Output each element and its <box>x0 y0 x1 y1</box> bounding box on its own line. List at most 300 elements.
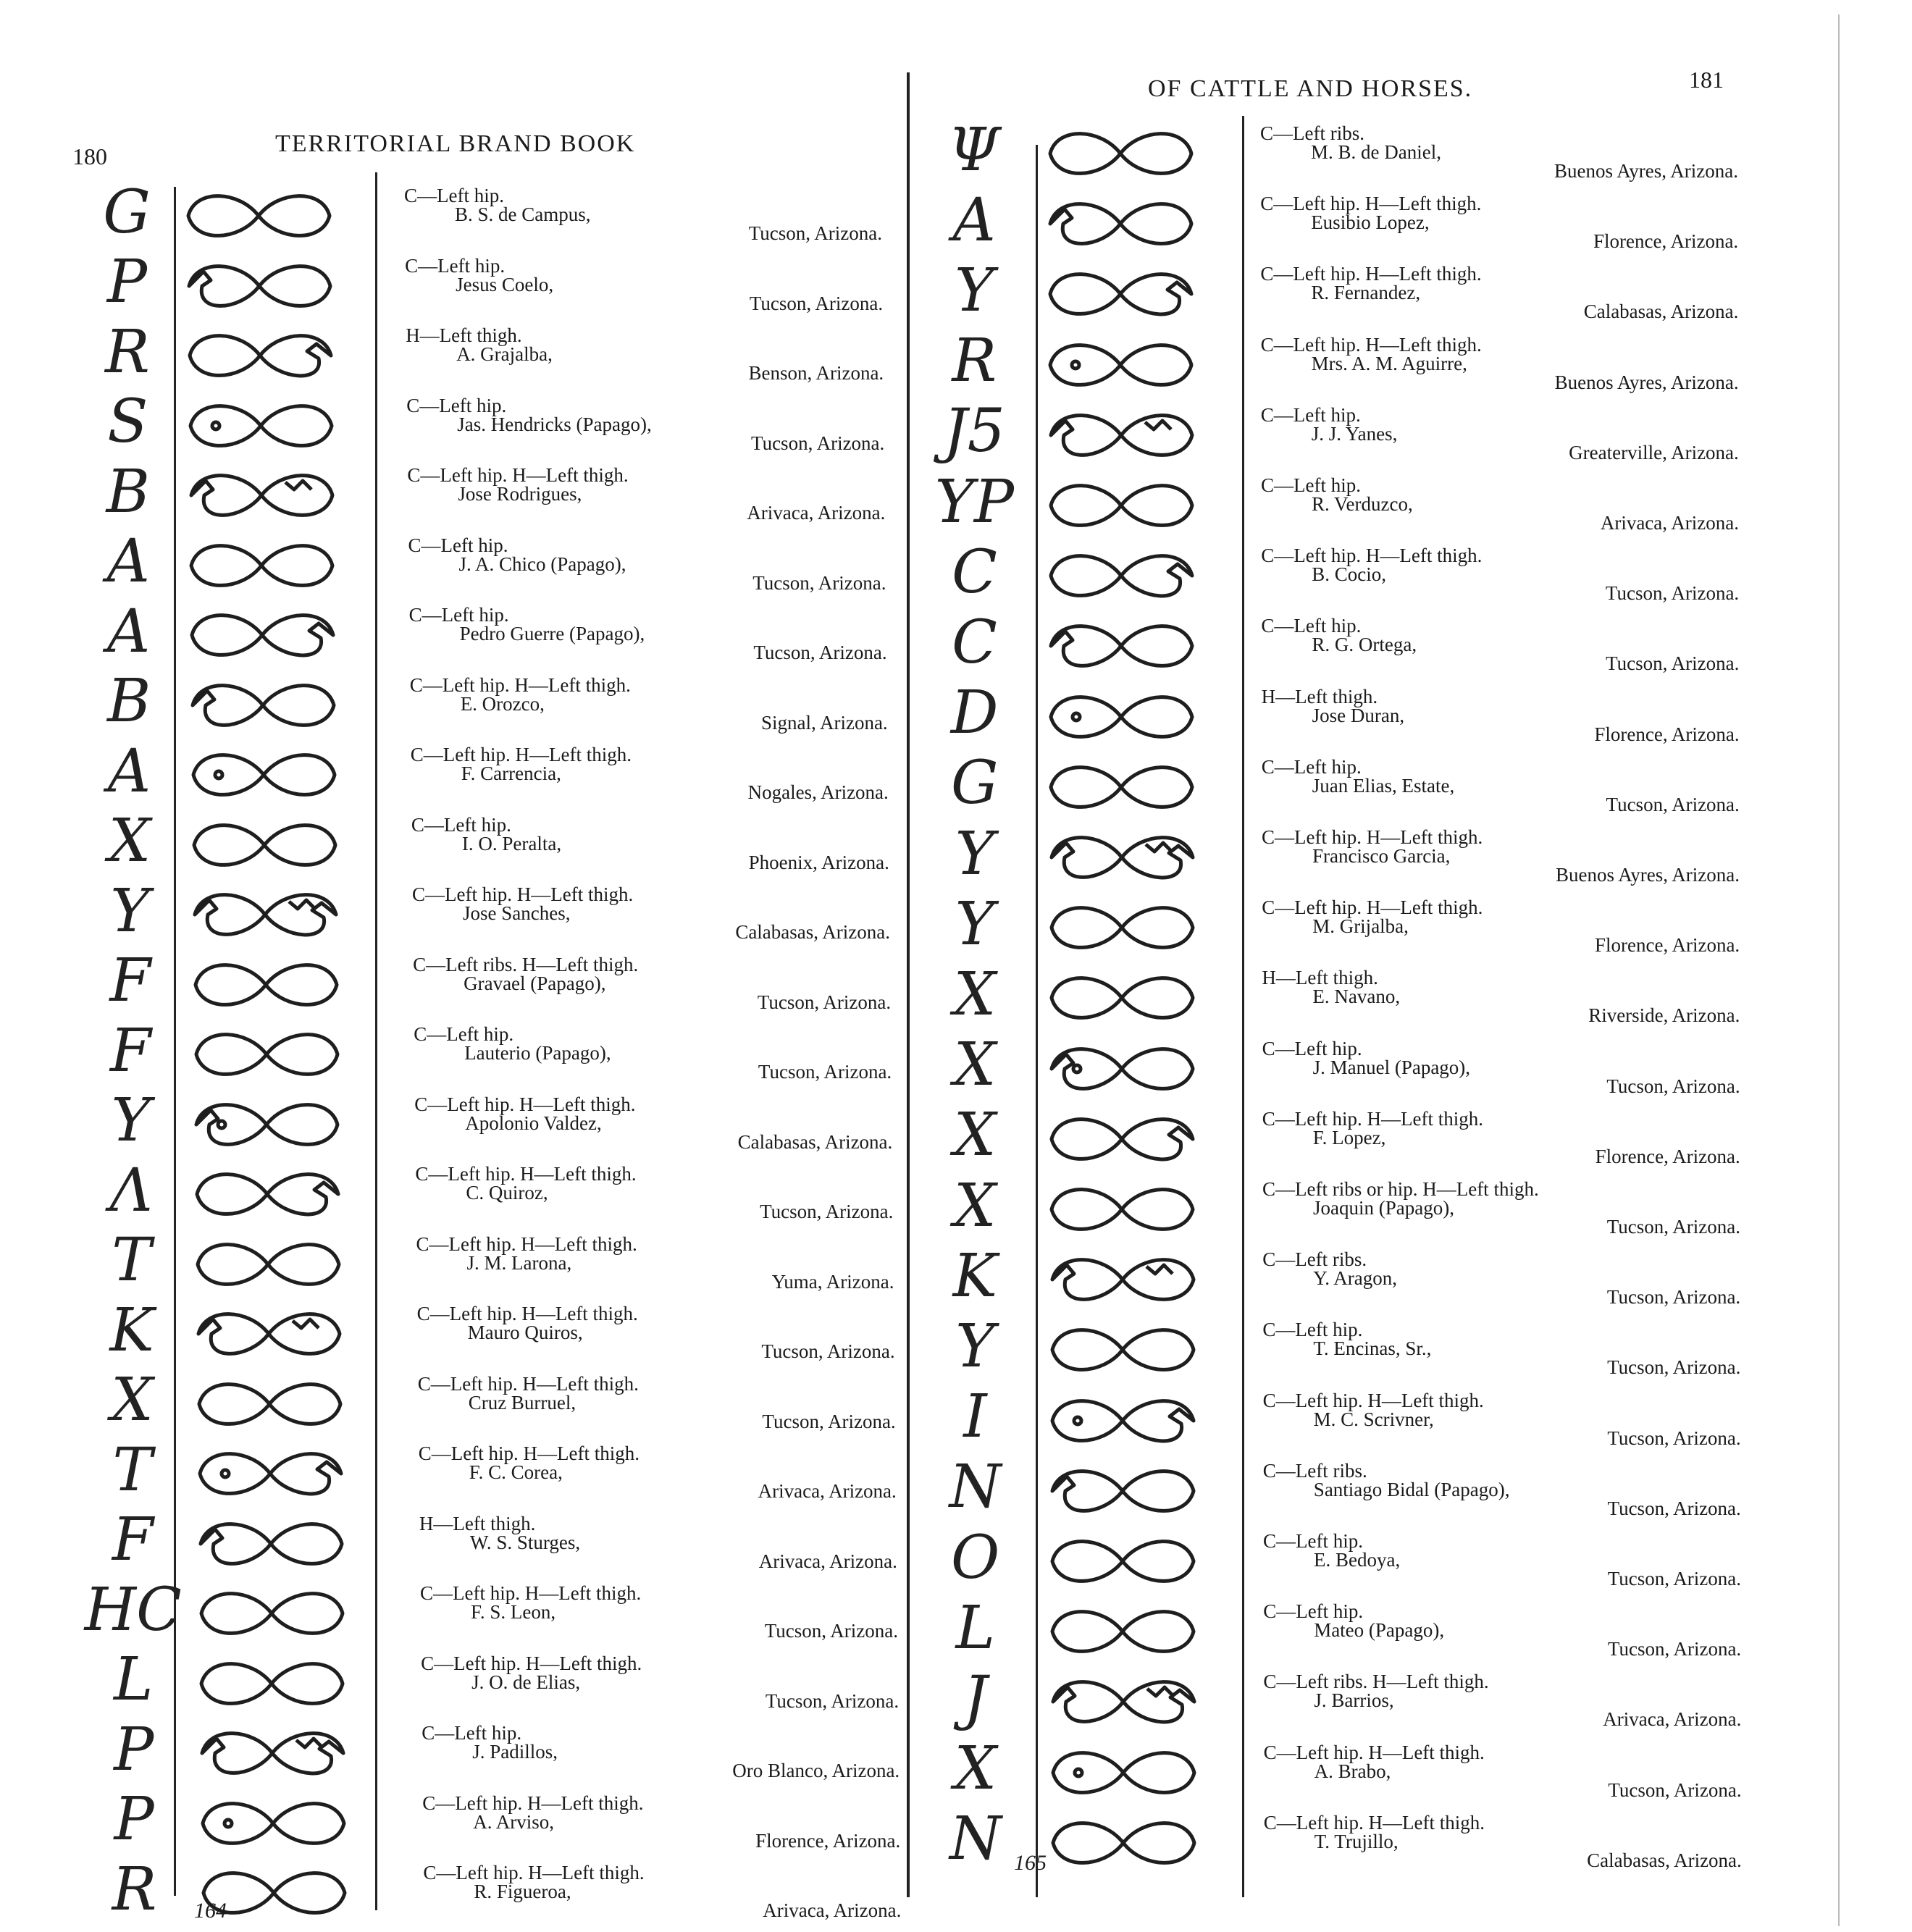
brand-symbol: C <box>952 537 997 607</box>
owner-name: A. Brabo, <box>1314 1760 1391 1782</box>
owner-address: Buenos Ayres, Arizona. <box>1554 160 1738 182</box>
brand-location: C—Left hip. H—Left thigh. <box>418 1442 640 1464</box>
owner-name: A. Arviso, <box>473 1810 555 1833</box>
brand-symbol: D <box>950 679 999 748</box>
brand-entry <box>1262 967 1740 1037</box>
brand-symbol: X <box>108 807 151 875</box>
owner-address: Tucson, Arizona. <box>753 642 887 663</box>
owner-name: R. Fernandez, <box>1311 282 1421 304</box>
owner-name: C. Quiroz, <box>466 1182 548 1204</box>
brand-location: C—Left ribs or hip. H—Left thigh. <box>1262 1178 1539 1200</box>
ear-mark-drawing <box>191 1305 347 1363</box>
owner-address: Tucson, Arizona. <box>1607 1638 1742 1660</box>
owner-address: Tucson, Arizona. <box>1606 793 1740 815</box>
brand-symbol: N <box>949 1805 1002 1874</box>
brand-entry <box>406 325 884 395</box>
brand-entry <box>415 1164 893 1233</box>
brand-location: C—Left hip. <box>1263 1600 1364 1623</box>
brand-location: C—Left hip. H—Left thigh. <box>1263 1741 1485 1763</box>
ear-mark-drawing <box>1045 1251 1201 1309</box>
brand-location: C—Left hip. H—Left thigh. <box>417 1372 639 1395</box>
owner-name: B. Cocio, <box>1312 563 1386 586</box>
owner-address: Phoenix, Arizona. <box>748 851 889 873</box>
ear-mark-drawing <box>1044 406 1199 464</box>
brand-symbol: Y <box>110 876 150 946</box>
owner-address: Riverside, Arizona. <box>1588 1004 1740 1027</box>
brand-symbol: K <box>109 1295 154 1365</box>
owner-name: Jose Duran, <box>1312 704 1405 726</box>
owner-name: F. C. Corea, <box>469 1461 563 1483</box>
ear-mark-drawing <box>1044 969 1200 1027</box>
brand-symbol: R <box>952 327 997 396</box>
brand-entry <box>1263 1461 1741 1530</box>
left-page <box>0 0 920 1929</box>
ear-mark-drawing <box>188 886 343 944</box>
ear-mark-drawing <box>184 466 340 524</box>
owner-address: Florence, Arizona. <box>1594 723 1740 745</box>
brand-location: C—Left ribs. <box>1260 122 1364 144</box>
owner-address: Calabasas, Arizona. <box>1587 1849 1742 1871</box>
brand-symbol: S <box>107 387 148 456</box>
brand-location: C—Left hip. H—Left thigh. <box>414 1093 636 1115</box>
owner-name: Mateo (Papago), <box>1314 1619 1445 1642</box>
owner-name: F. Carrencia, <box>461 763 561 784</box>
brand-location: C—Left hip. <box>405 254 506 277</box>
running-head: OF CATTLE AND HORSES. <box>1148 75 1473 102</box>
brand-location: C—Left hip. <box>408 534 508 556</box>
ear-mark-drawing <box>194 1584 350 1642</box>
brand-location: C—Left hip. H—Left thigh. <box>1262 1107 1483 1130</box>
brand-entry <box>407 465 885 534</box>
brand-symbol: Y <box>955 1311 995 1381</box>
owner-name: Jose Sanches, <box>463 902 571 924</box>
owner-name: W. S. Sturges, <box>469 1531 581 1553</box>
ear-mark-drawing <box>1045 1532 1201 1590</box>
owner-address: Arivaca, Arizona. <box>763 1899 902 1921</box>
ear-mark-drawing <box>185 606 340 664</box>
brand-location: C—Left hip. <box>414 1023 514 1045</box>
brand-location: C—Left hip. <box>1260 403 1361 426</box>
brand-symbol: J5 <box>943 397 1005 466</box>
brand-location: C—Left hip. H—Left thigh. <box>416 1232 637 1255</box>
brand-entry <box>419 1443 897 1513</box>
brand-entry <box>1263 1601 1741 1671</box>
brand-entry <box>406 395 884 465</box>
owner-address: Arivaca, Arizona. <box>1600 512 1739 534</box>
owner-name: E. Navano, <box>1312 986 1401 1008</box>
brand-entry <box>1262 1109 1740 1178</box>
owner-name: E. Bedoya, <box>1314 1549 1401 1571</box>
page-number: 180 <box>72 143 107 169</box>
brand-location: C—Left hip. <box>408 604 509 626</box>
ear-mark-drawing <box>190 1235 346 1293</box>
owner-name: Pedro Guerre (Papago), <box>459 623 645 644</box>
ear-mark-drawing <box>1043 125 1199 182</box>
owner-address: Arivaca, Arizona. <box>1603 1708 1742 1731</box>
brand-location: C—Left hip. H—Left thigh. <box>415 1163 637 1185</box>
owner-address: Oro Blanco, Arizona. <box>732 1760 900 1781</box>
ear-mark-drawing <box>189 1025 345 1083</box>
owner-address: Florence, Arizona. <box>1595 1145 1740 1167</box>
brand-symbol: P <box>106 248 148 316</box>
brand-entry <box>1262 1249 1740 1319</box>
brand-symbol: L <box>114 1645 154 1714</box>
owner-address: Tucson, Arizona. <box>1605 582 1740 605</box>
owner-address: Tucson, Arizona. <box>748 222 882 244</box>
brand-entry <box>1261 335 1739 404</box>
brand-entry <box>418 1374 896 1443</box>
owner-name: Jose Rodrigues, <box>458 483 582 505</box>
owner-address: Tucson, Arizona. <box>1606 652 1740 675</box>
brand-location: C—Left ribs. H—Left thigh. <box>413 953 639 975</box>
brand-location: C—Left hip. H—Left thigh. <box>416 1303 638 1324</box>
brand-entry <box>1264 1813 1742 1882</box>
ear-mark-drawing <box>1044 476 1199 534</box>
owner-address: Arivaca, Arizona. <box>758 1480 897 1502</box>
brand-location: C—Left hip. H—Left thigh. <box>1261 545 1483 567</box>
ear-mark-drawing <box>1046 1744 1202 1802</box>
owner-address: Tucson, Arizona. <box>757 991 892 1013</box>
brand-symbol: YP <box>934 467 1015 537</box>
owner-name: F. S. Leon, <box>471 1601 556 1623</box>
brand-location: C—Left hip. <box>404 185 504 206</box>
ear-mark-drawing <box>1045 1392 1201 1450</box>
brand-symbol: G <box>950 749 999 818</box>
column-divider <box>375 172 377 1910</box>
brand-entry <box>1260 123 1738 193</box>
owner-address: Tucson, Arizona. <box>764 1620 898 1642</box>
brand-location: C—Left hip. H—Left thigh. <box>1262 896 1483 919</box>
owner-name: Jesus Coelo, <box>456 273 554 295</box>
brand-symbol: HC <box>84 1575 182 1645</box>
brand-entry <box>404 185 882 255</box>
ear-mark-drawing <box>186 746 342 804</box>
ear-mark-drawing <box>1044 899 1200 957</box>
right-page <box>920 0 1912 1929</box>
brand-location: C—Left hip. H—Left thigh. <box>410 744 632 765</box>
brand-symbol: B <box>106 457 150 526</box>
brand-divider <box>1036 145 1038 1897</box>
owner-name: Mauro Quiros, <box>467 1322 583 1343</box>
ear-mark-drawing <box>187 816 343 874</box>
brand-symbol: L <box>955 1593 995 1663</box>
brand-entry <box>408 535 886 605</box>
brand-entry <box>405 256 883 325</box>
owner-address: Tucson, Arizona. <box>758 1061 892 1083</box>
ear-mark-drawing <box>1044 617 1199 675</box>
brand-location: C—Left ribs. H—Left thigh. <box>1263 1671 1489 1693</box>
brand-entry <box>1262 1179 1740 1248</box>
ear-mark-drawing <box>1044 547 1199 605</box>
brand-entry <box>1264 1742 1742 1812</box>
owner-name: Apolonio Valdez, <box>465 1112 602 1134</box>
owner-address: Buenos Ayres, Arizona. <box>1556 864 1740 886</box>
brand-symbol: T <box>112 1226 151 1295</box>
brand-entry <box>1260 264 1738 333</box>
brand-entry <box>1262 757 1740 826</box>
brand-location: C—Left hip. H—Left thigh. <box>1260 333 1482 356</box>
owner-name: R. Verduzco, <box>1312 493 1413 515</box>
brand-symbol: F <box>112 1505 154 1574</box>
brand-location: H—Left thigh. <box>419 1512 536 1534</box>
brand-entry <box>1263 1671 1741 1741</box>
brand-location: C—Left hip. <box>406 394 507 416</box>
owner-name: I. O. Peralta, <box>461 832 562 854</box>
owner-address: Arivaca, Arizona. <box>747 502 886 524</box>
page-number: 181 <box>1689 67 1724 93</box>
brand-entry <box>413 954 891 1024</box>
ear-mark-drawing <box>1044 828 1200 886</box>
owner-name: Gravael (Papago), <box>464 972 606 994</box>
owner-address: Tucson, Arizona. <box>1606 1075 1740 1097</box>
brand-entry <box>411 815 889 884</box>
brand-entry <box>1262 897 1740 967</box>
brand-symbol: X <box>954 1734 997 1804</box>
ear-mark-drawing <box>195 1724 351 1782</box>
brand-location: H—Left thigh. <box>1262 967 1378 989</box>
owner-address: Nogales, Arizona. <box>747 781 889 803</box>
owner-address: Tucson, Arizona. <box>749 292 884 314</box>
ear-mark-drawing <box>193 1515 349 1573</box>
brand-symbol: X <box>953 1030 997 1100</box>
owner-name: J. Padillos, <box>472 1741 558 1763</box>
owner-address: Tucson, Arizona. <box>751 432 885 454</box>
owner-name: Santiago Bidal (Papago), <box>1313 1478 1510 1500</box>
owner-name: Francisco Garcia, <box>1312 845 1451 867</box>
brand-location: C—Left hip. <box>1261 474 1361 496</box>
owner-address: Greaterville, Arizona. <box>1569 441 1739 463</box>
owner-name: J. M. Larona, <box>466 1251 572 1274</box>
brand-symbol: X <box>953 1101 997 1170</box>
brand-entry <box>422 1723 900 1792</box>
brand-symbol: R <box>105 317 150 387</box>
brand-symbol: A <box>107 597 151 666</box>
owner-address: Tucson, Arizona. <box>1607 1568 1741 1589</box>
owner-address: Benson, Arizona. <box>748 362 884 384</box>
brand-entry <box>1261 475 1739 545</box>
brand-location: C—Left hip. H—Left thigh. <box>422 1792 644 1814</box>
ear-mark-drawing <box>184 537 340 595</box>
owner-address: Tucson, Arizona. <box>1608 1778 1742 1801</box>
owner-name: Eusibio Lopez, <box>1311 211 1430 234</box>
brand-location: H—Left thigh. <box>1261 685 1378 707</box>
owner-address: Tucson, Arizona. <box>761 1340 895 1362</box>
owner-address: Tucson, Arizona. <box>760 1201 894 1222</box>
owner-address: Tucson, Arizona. <box>1607 1427 1741 1449</box>
owner-address: Signal, Arizona. <box>760 711 888 734</box>
owner-name: F. Lopez, <box>1312 1126 1386 1148</box>
owner-address: Buenos Ayres, Arizona. <box>1554 371 1739 393</box>
owner-address: Tucson, Arizona. <box>1606 1216 1740 1238</box>
owner-name: Cruz Burruel, <box>468 1391 576 1414</box>
page-edge <box>1838 14 1840 1926</box>
brand-symbol: N <box>949 1453 1002 1522</box>
brand-location: C—Left hip. <box>422 1722 522 1744</box>
owner-address: Florence, Arizona. <box>755 1829 901 1852</box>
brand-location: C—Left hip. H—Left thigh. <box>1260 263 1482 285</box>
brand-entry <box>410 675 888 744</box>
brand-symbol: A <box>107 736 151 806</box>
ear-mark-drawing <box>196 1794 351 1852</box>
owner-name: J. J. Yanes, <box>1311 422 1398 445</box>
ear-mark-drawing <box>1044 758 1199 816</box>
brand-location: C—Left hip. H—Left thigh. <box>412 883 634 905</box>
ear-mark-drawing <box>1045 1462 1201 1520</box>
brand-symbol: B <box>106 667 151 736</box>
brand-symbol: J <box>963 1663 988 1733</box>
brand-symbol: Y <box>111 1086 151 1155</box>
owner-name: T. Trujillo, <box>1314 1830 1399 1852</box>
brand-symbol: F <box>109 1016 151 1085</box>
owner-address: Florence, Arizona. <box>1593 230 1739 253</box>
brand-entry <box>1261 545 1739 615</box>
brand-entry <box>412 884 890 954</box>
brand-entry <box>1261 616 1739 685</box>
owner-name: Juan Elias, Estate, <box>1312 774 1455 797</box>
ear-mark-drawing <box>1044 1040 1200 1098</box>
owner-address: Calabasas, Arizona. <box>737 1130 893 1153</box>
ear-mark-drawing <box>183 327 338 385</box>
owner-name: J. A. Chico (Papago), <box>458 553 626 575</box>
owner-name: Joaquin (Papago), <box>1313 1197 1454 1219</box>
ear-mark-drawing <box>1044 688 1199 746</box>
owner-name: J. Manuel (Papago), <box>1312 1056 1471 1078</box>
ear-mark-drawing <box>181 187 337 245</box>
handwritten-note: 164 <box>194 1899 227 1923</box>
owner-name: Jas. Hendricks (Papago), <box>457 413 652 435</box>
brand-symbol: A <box>952 185 996 255</box>
brand-entry <box>1263 1390 1741 1460</box>
brand-location: C—Left hip. H—Left thigh. <box>1262 826 1483 848</box>
owner-name: T. Encinas, Sr., <box>1313 1337 1432 1360</box>
brand-location: C—Left hip. <box>1261 755 1362 778</box>
owner-name: M. Grijalba, <box>1312 915 1409 938</box>
ear-mark-drawing <box>1043 336 1199 394</box>
owner-address: Calabasas, Arizona. <box>735 921 890 943</box>
brand-symbol: Ψ <box>948 115 1000 185</box>
brand-location: C—Left hip. H—Left thigh. <box>407 464 629 486</box>
ear-mark-drawing <box>1045 1321 1201 1379</box>
brand-symbol: K <box>952 1241 997 1311</box>
brand-symbol: X <box>953 1171 997 1240</box>
brand-symbol: A <box>106 527 150 596</box>
owner-address: Florence, Arizona. <box>1595 934 1740 957</box>
brand-location: C—Left hip. <box>411 813 511 836</box>
brand-symbol: Y <box>955 889 994 959</box>
owner-name: J. O. de Elias, <box>471 1671 581 1693</box>
ear-mark-drawing <box>1044 1110 1200 1168</box>
owner-address: Arivaca, Arizona. <box>758 1550 897 1572</box>
brand-entry <box>411 744 889 814</box>
brand-entry <box>422 1793 900 1862</box>
ear-mark-drawing <box>1046 1673 1202 1731</box>
owner-address: Tucson, Arizona. <box>1607 1497 1741 1519</box>
brand-location: C—Left ribs. <box>1262 1248 1367 1271</box>
brand-entry <box>1262 1038 1740 1108</box>
brand-symbol: R <box>112 1855 157 1924</box>
owner-name: M. C. Scrivner, <box>1313 1408 1434 1430</box>
ear-mark-drawing <box>182 257 337 315</box>
ear-mark-drawing <box>188 956 344 1014</box>
ear-mark-drawing <box>190 1165 345 1223</box>
brand-entry <box>1261 405 1739 474</box>
ear-mark-drawing <box>1044 1180 1200 1238</box>
brand-entry <box>1263 1531 1741 1600</box>
brand-symbol: C <box>952 608 997 677</box>
ear-mark-drawing <box>189 1096 345 1154</box>
ear-mark-drawing <box>1043 265 1199 323</box>
owner-name: R. Figueroa, <box>474 1881 571 1902</box>
brand-entry <box>421 1653 899 1723</box>
brand-location: C—Left hip. H—Left thigh. <box>1260 193 1482 215</box>
brand-symbol: Y <box>955 256 994 325</box>
owner-name: R. G. Ortega, <box>1312 634 1417 656</box>
brand-entry <box>1262 1319 1740 1389</box>
owner-address: Tucson, Arizona. <box>765 1689 900 1712</box>
owner-address: Tucson, Arizona. <box>1607 1356 1741 1379</box>
brand-entry <box>414 1094 892 1164</box>
brand-entry <box>419 1513 897 1583</box>
brand-symbol: P <box>114 1715 154 1784</box>
owner-name: A. Grajalba, <box>456 343 553 365</box>
brand-location: C—Left ribs. <box>1262 1459 1367 1482</box>
brand-symbol: F <box>109 946 151 1015</box>
brand-location: C—Left hip. H—Left thigh. <box>1262 1389 1484 1411</box>
brand-location: C—Left hip. <box>1261 615 1362 637</box>
ear-mark-drawing <box>1045 1603 1201 1660</box>
ear-mark-drawing <box>192 1375 348 1433</box>
running-head: TERRITORIAL BRAND BOOK <box>275 130 636 157</box>
gutter-line <box>907 72 910 1897</box>
brand-entry <box>417 1303 895 1373</box>
brand-location: C—Left hip. <box>1262 1037 1362 1059</box>
owner-address: Tucson, Arizona. <box>752 571 886 594</box>
owner-name: Lauterio (Papago), <box>464 1042 611 1064</box>
ear-mark-drawing <box>1046 1814 1202 1872</box>
owner-address: Calabasas, Arizona. <box>1583 301 1739 323</box>
owner-name: B. S. de Campus, <box>455 203 591 225</box>
ear-mark-drawing <box>194 1655 350 1713</box>
brand-symbol: Y <box>955 819 994 889</box>
owner-address: Tucson, Arizona. <box>1606 1286 1741 1309</box>
brand-entry <box>409 605 887 674</box>
brand-symbol: X <box>111 1366 154 1435</box>
brand-symbol: T <box>112 1435 153 1505</box>
brand-location: C—Left hip. <box>1263 1530 1363 1552</box>
brand-location: C—Left hip. H—Left thigh. <box>1263 1811 1485 1834</box>
brand-symbol: X <box>953 959 997 1029</box>
brand-location: C—Left hip. H—Left thigh. <box>421 1652 642 1674</box>
brand-location: C—Left hip. H—Left thigh. <box>423 1862 645 1883</box>
brand-entry <box>420 1583 898 1652</box>
ear-mark-drawing <box>1043 195 1199 253</box>
ear-mark-drawing <box>193 1445 348 1503</box>
brand-symbol: O <box>950 1523 1000 1592</box>
brand-symbol: Λ <box>109 1156 153 1225</box>
owner-name: J. Barrios, <box>1314 1689 1394 1712</box>
brand-location: C—Left hip. H—Left thigh. <box>420 1582 642 1604</box>
brand-location: C—Left hip. <box>1262 1319 1363 1341</box>
owner-name: M. B. de Daniel, <box>1311 141 1441 163</box>
brand-symbol: P <box>114 1785 154 1854</box>
brand-entry <box>1262 686 1740 756</box>
brand-location: C—Left hip. H—Left thigh. <box>409 673 631 696</box>
owner-address: Tucson, Arizona. <box>762 1410 896 1432</box>
brand-entry <box>414 1024 892 1093</box>
brand-entry <box>416 1234 894 1303</box>
column-divider <box>1242 116 1244 1897</box>
owner-name: Mrs. A. M. Aguirre, <box>1311 352 1467 374</box>
